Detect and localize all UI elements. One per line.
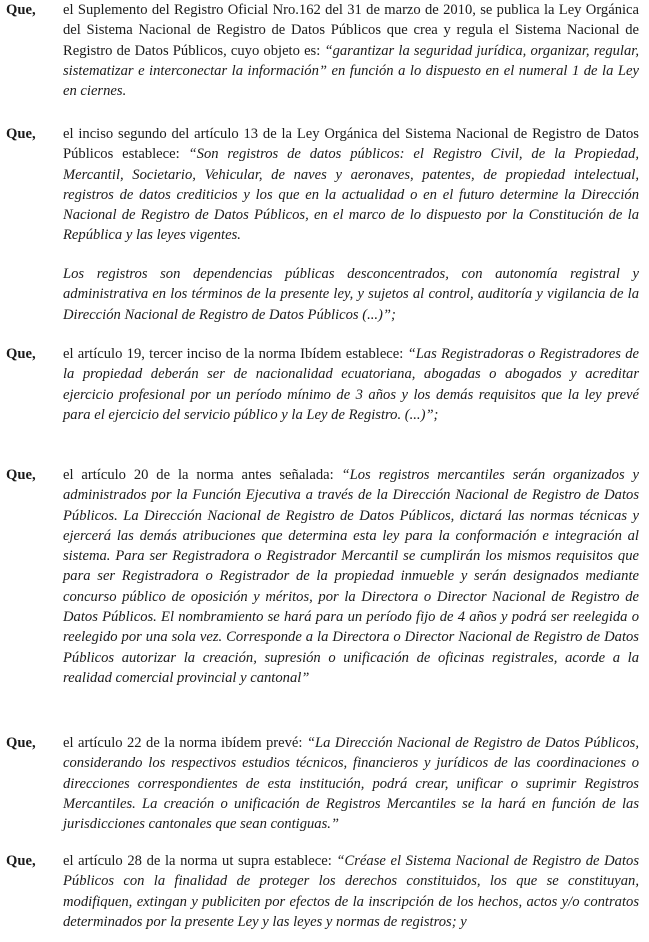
- clause-label: Que,: [6, 467, 36, 483]
- clause-text: el artículo 19, tercer inciso de la norma Ibídem establece:: [63, 346, 408, 362]
- clause-5: [6, 733, 639, 834]
- clause-label: Que,: [6, 735, 36, 751]
- clause-quote: “Las Registradoras o Registradores de la propiedad deberán ser de nacionalidad ecuatoriana, abogadas o abogados y acreditar ejercicio profesional por un período mínimo de 3 años y los demás requisitos que la ley prevé para el ejercicio del servicio público y la Ley de Registro. (...)”;: [63, 346, 639, 423]
- clause-2: [6, 124, 639, 246]
- clause-6: [6, 851, 639, 932]
- clause-body: [63, 0, 639, 101]
- clause-3: [6, 344, 639, 425]
- clause-text: el artículo 28 de la norma ut supra establece:: [63, 853, 337, 869]
- clause-1: [6, 0, 639, 101]
- clause-4: [6, 465, 639, 688]
- clause-body: [63, 851, 639, 932]
- clause-body: [63, 124, 639, 246]
- clause-quote: “Son registros de datos públicos: el Registro Civil, de la Propiedad, Mercantil, Societario, Vehicular, de naves y aeronaves, patentes, de propiedad intelectual, registros de datos crediticios y los que en la actualidad o en el futuro determine la Dirección Nacional de Registro de Datos Públicos, en el marco de lo dispuesto por la Constitución de la República y las leyes vigentes.: [63, 146, 639, 244]
- clause-quote: “La Dirección Nacional de Registro de Datos Públicos, considerando los respectivos estudios técnicos, financieros y jurídicos de las coordinaciones o direcciones correspondientes de esta institución, podrá crear, unificar o suprimir Registros Mercantiles. La creación o unificación de Registros Mercantiles se la hará en función de las jurisdicciones cantonales que sean contiguas.”: [63, 735, 639, 833]
- clause-body: [63, 733, 639, 834]
- clause-label: Que,: [6, 853, 36, 869]
- clause-label: Que,: [6, 346, 36, 362]
- clause-body: [63, 465, 639, 688]
- clause-2-continuation: Los registros son dependencias públicas desconcentrados, con autonomía registral y administrativa en los términos de la presente ley, y sujetos al control, auditoría y vigilancia de la Dirección Nacional de Registro de Datos Públicos (...)”;: [63, 266, 639, 323]
- clause-text: el Suplemento del Registro Oficial Nro.162 del 31 de marzo de 2010, se publica la Ley Orgánica del Sistema Nacional de Registro de Datos Públicos que crea y regula el Sistema Nacional de Registro de Datos Públicos, cuyo objeto es:: [63, 2, 639, 59]
- clause-label: Que,: [6, 2, 36, 18]
- clause-text: el artículo 20 de la norma antes señalada:: [63, 467, 342, 483]
- clause-text: el artículo 22 de la norma ibídem prevé:: [63, 735, 307, 751]
- clause-quote: “garantizar la seguridad jurídica, organizar, regular, sistematizar e interconectar la información” en función a lo dispuesto en el numeral 1 de la Ley en ciernes.: [63, 42, 639, 100]
- clause-quote: “Los registros mercantiles serán organizados y administrados por la Función Ejecutiva a través de la Dirección Nacional de Registro de Datos Públicos. La Dirección Nacional de Registro de Datos Públicos, dictará las normas técnicas y ejercerá las demás atribuciones que determina esta ley para la conformación e integración al sistema. Para ser Registradora o Registrador Mercantil se cumplirán los mismos requisitos que para ser Registradora o Registrador de la propiedad inmueble y serán designados mediante concurso público de oposición y méritos, por la Directora o Director Nacional de Registro de Datos Públicos. El nombramiento se hará para un período fijo de 4 años y podrá ser reelegida o reelegido por una sola vez. Corresponde a la Directora o Director Nacional de Registro de Datos Públicos autorizar la creación, supresión o unificación de oficinas registrales, acorde a la realidad comercial provincial y cantonal”: [63, 467, 639, 686]
- clause-body: [63, 344, 639, 425]
- clause-quote: “Créase el Sistema Nacional de Registro de Datos Públicos con la finalidad de proteger los derechos constituidos, los que se constituyan, modifiquen, extingan y publiciten por efectos de la inscripción de los hechos, actos y/o contratos determinados por la presente Ley y las leyes y normas de registros; y: [63, 853, 640, 930]
- clause-text: el inciso segundo del artículo 13 de la Ley Orgánica del Sistema Nacional de Registro de Datos Públicos establece:: [63, 126, 639, 163]
- clause-label: Que,: [6, 126, 36, 142]
